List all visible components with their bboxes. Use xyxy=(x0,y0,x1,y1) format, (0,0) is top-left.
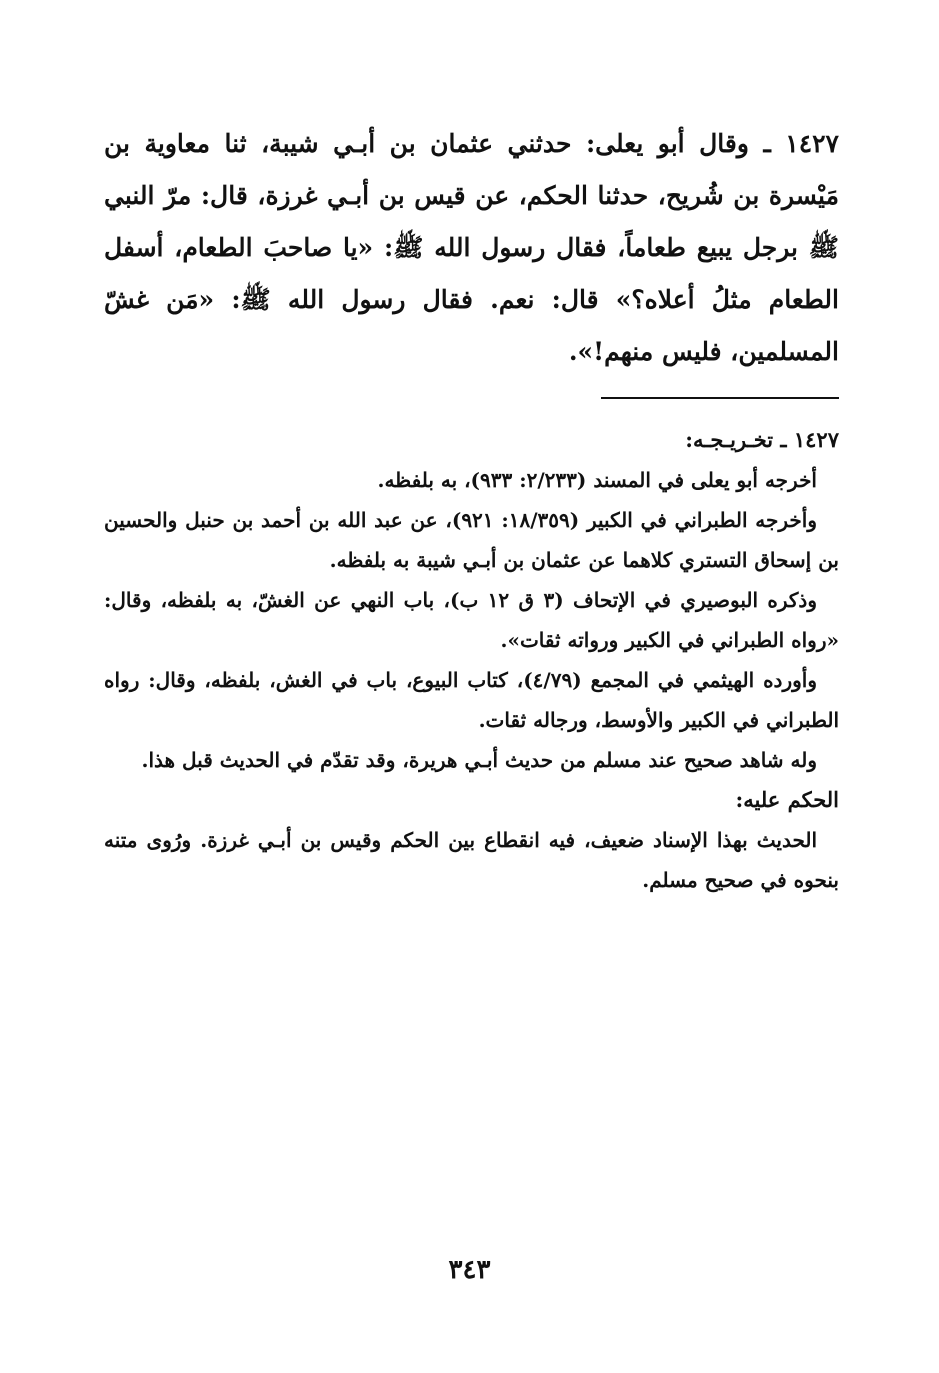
hadith-text-block xyxy=(104,118,839,378)
ruling-heading: الحكم عليه: xyxy=(735,787,839,812)
footnote-divider xyxy=(601,397,839,399)
takhrij-paragraph: أخرجه أبو يعلى في المسند (٢/٢٣٣: ٩٣٣)، به بلفظه. xyxy=(377,468,817,492)
takhrij-paragraph: وذكره البوصيري في الإتحاف (٣ ق ١٢ ب)، باب النهي عن الغشّ، به بلفظه، وقال: «رواه الطبراني في الكبير ورواته ثقات». xyxy=(104,588,839,652)
takhrij-heading: ١٤٢٧ ـ تخـريـجـه: xyxy=(685,427,839,452)
hadith-number: ١٤٢٧ xyxy=(785,129,839,158)
notes-section xyxy=(104,420,839,900)
hadith-dash: ـ xyxy=(763,129,771,158)
takhrij-paragraph: وله شاهد صحيح عند مسلم من حديث أبـي هريرة، وقد تقدّم في الحديث قبل هذا. xyxy=(141,748,817,772)
takhrij-paragraph: وأخرجه الطبراني في الكبير (١٨/٣٥٩: ٩٢١)، عن عبد الله بن أحمد بن حنبل والحسين بن إسحاق التستري كلاهما عن عثمان بن أبـي شيبة به بلفظه. xyxy=(104,508,839,572)
page-number: ٣٤٣ xyxy=(448,1255,491,1285)
ruling-paragraph: الحديث بهذا الإسناد ضعيف، فيه انقطاع بين الحكم وقيس بن أبـي غرزة. ورُوى متنه بنحوه في صحيح مسلم. xyxy=(104,828,839,892)
takhrij-paragraph: وأورده الهيثمي في المجمع (٤/٧٩)، كتاب البيوع، باب في الغش، بلفظه، وقال: رواه الطبراني في الكبير والأوسط، ورجاله ثقات. xyxy=(104,668,839,732)
hadith-text: وقال أبو يعلى: حدثني عثمان بن أبـي شيبة، ثنا معاوية بن مَيْسرة بن شُريح، حدثنا الحكم، عن قيس بن أبـي غرزة، قال: مرّ النبي ﷺ برجل يبيع طعاماً، فقال رسول الله ﷺ: «يا صاحبَ الطعام، أسفل الطعام مثلُ أعلاه؟» قال: نعم. فقال رسول الله ﷺ: «مَن غشّ المسلمين، فليس منهم!». xyxy=(104,129,839,366)
